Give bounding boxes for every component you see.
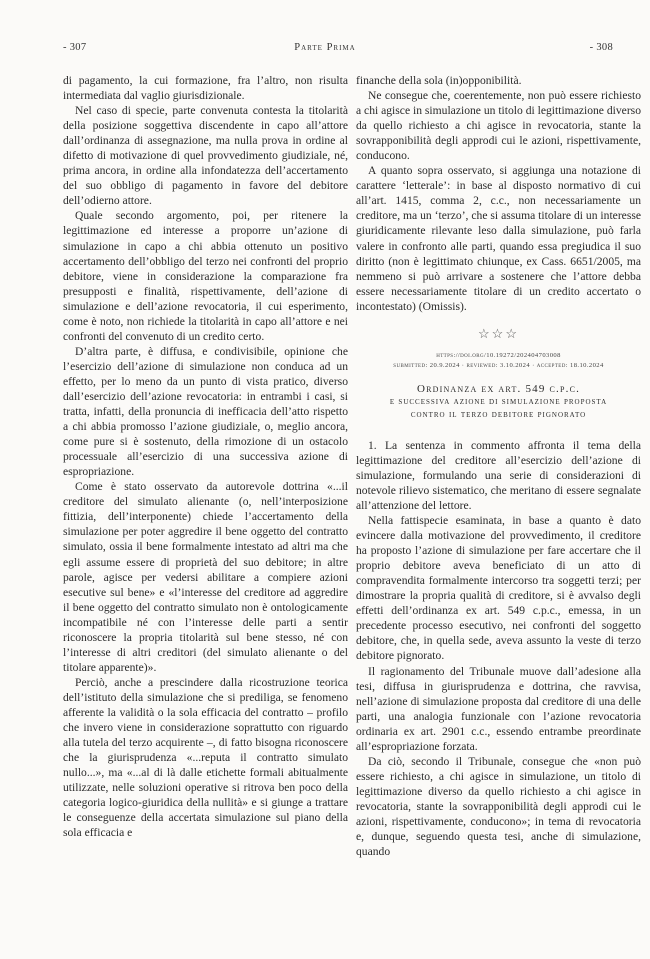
- section-subtitle: [356, 396, 641, 422]
- page-number-right: - 308: [589, 42, 613, 53]
- paragraph: di pagamento, la cui formazione, fra l’altro, non risulta intermediata dal vaglio giurisdizionale.: [63, 74, 348, 103]
- paragraph: Perciò, anche a prescindere dalla ricostruzione teorica dell’istituto della simulazione che si prediliga, se fenomeno afferente la validità o la sola efficacia del contratto – profilo che invero viene in considerazione soprattutto con riguardo alla tutela del terzo acquirente –, di fatto bisogna riconoscere che la giurisprudenza «...reputa il contratto simulato nullo...», ma «...al di là dalle etichette formali abitualmente utilizzate, nelle soluzioni operative si ritrova ben poco della categoria logico-giuridica della nullità» e si giunge a trattare le conseguenze della accertata simulazione sul piano della sola efficacia e: [63, 675, 348, 840]
- paragraph: Nel caso di specie, parte convenuta contesta la titolarità della posizione soggettiva discendente in capo all’attore dall’ordinanza di assegnazione, ma nulla prova in ordine al difetto di motivazione di quel provvedimento giudiziale, né, prima ancora, in ordine alla infondatezza dell’accertamento del suo obbligo di pagamento in favore del debitore dell’odierno attore.: [63, 104, 348, 208]
- section-title: Ordinanza ex art. 549 c.p.c.: [416, 382, 581, 395]
- paragraph: Il ragionamento del Tribunale muove dall’adesione alla tesi, diffusa in giurisprudenza e dottrina, che ravvisa, nell’azione di simulazione proposta dal creditore di una delle parti, una analogia funzionale con l’azione revocatoria ordinaria ex art. 2901 c.c., essendo entrambe preordinate all’espropriazione forzata.: [356, 664, 641, 753]
- paragraph: Da ciò, secondo il Tribunale, consegue che «non può essere richiesto, a chi agisce in simulazione, un titolo di legittimazione diverso da quello richiesto a chi agisce in revocatoria, stante la sovrapponibilità degli approdi cui le azioni, rispettivamente, conducono»; in tema di revocatoria e, dunque, seguendo questa tesi, anche di simulazione, quando: [356, 754, 641, 859]
- paragraph: Quale secondo argomento, poi, per ritenere la legittimazione ed interesse a proporre un’azione di simulazione in capo a chi abbia ottenuto un positivo accertamento dell’obbligo del terzo nei confronti del proprio debitore, viene in considerazione la comparazione fra presupposti e finalità, rispettivamente, dell’azione di simulazione e dell’azione revocatoria, il cui esperimento, come è noto, non richiede la titolarità in capo all’attore e nei confronti del convenuto di un credito certo.: [63, 209, 348, 343]
- running-header: Parte Prima: [294, 42, 356, 53]
- paragraph: A quanto sopra osservato, si aggiunga una notazione di carattere ‘letterale’: in base al disposto normativo di cui all’art. 1415, comma 2, c.c., non necessariamente un creditore, ma un ‘terzo’, che si assuma titolare di un interesse giuridicamente rilevante leso dalla simulazione, può farla valere in confronto alle parti, quando essa pregiudica il suo diritto (non è legittimato chiunque, ex Cass. 6651/2005, ma nemmeno si può arrivare a sostenere che l’attore debba essere necessariamente titolare di un credito accertato o incontestato) (Omissis).: [356, 164, 641, 313]
- section-separator-stars: ☆☆☆: [478, 325, 519, 341]
- paragraph: Ne consegue che, coerentemente, non può essere richiesto a chi agisce in simulazione un titolo di legittimazione diverso da quello richiesto a chi agisce in revocatoria, stante la sovrapponibilità degli approdi cui le azioni, rispettivamente, conducono.: [356, 89, 641, 163]
- paragraph: 1. La sentenza in commento affronta il tema della legittimazione del creditore all’esercizio dell’azione di simulazione, formulando una serie di considerazioni di notevole rilievo sistematico, che meritano di essere segnalate all’attenzione del lettore.: [356, 438, 641, 512]
- section-subtitle-line: e successiva azione di simulazione proposta: [389, 396, 608, 407]
- paragraph: Nella fattispecie esaminata, in base a quanto è dato evincere dalla motivazione del provvedimento, il creditore ha proposto l’azione di simulazione per fare accertare che il proprio debitore aveva beneficiato di un atto di compravendita formalmente intercorso tra soggetti terzi; per dimostrare la propria qualità di creditore, si è avvalso degli effetti dell’ordinanza ex art. 549 c.p.c., emessa, in un precedente processo esecutivo, nei confronti del soggetto debitore, che, in quella sede, aveva assunto la veste di terzo debitore pignorato.: [356, 514, 641, 663]
- right-column: [356, 73, 641, 859]
- submission-dates: submitted: 20.9.2024 · reviewed: 3.10.2024 · accepted: 18.10.2024: [393, 362, 604, 370]
- page-number-left: - 307: [63, 42, 87, 53]
- section-subtitle-line: contro il terzo debitore pignorato: [410, 409, 587, 420]
- doi-link[interactable]: https://doi.org/10.19272/202404703008: [436, 351, 561, 359]
- paragraph: finanche della sola (in)opponibilità.: [356, 74, 522, 87]
- paragraph: Come è stato osservato da autorevole dottrina «...il creditore del simulato alienante (o, nell’interposizione fittizia, dell’interponente) chiede l’accertamento della simulazione per poter aggredire il bene oggetto del contratto simulato, ossia il bene formalmente intestato ad altri ma che egli assume essere di proprietà del suo debitore; in altre parole, agisce per vedersi abilitare a compiere azioni esecutive sul bene» e «l’interesse del creditore ad aggredire il bene oggetto del contratto simulato non è ontologicamente incompatibile né con l’interesse delle parti a sentir riconoscere la propria titolarità sul bene stesso, né con l’interesse di altri creditori (del simulato alienante o del titolare apparente)».: [63, 480, 348, 674]
- paragraph: D’altra parte, è diffusa, e condivisibile, opinione che l’esercizio dell’azione di simulazione non conduca ad un effetto, per lo meno da un punto di vista pratico, diverso dall’esercizio dell’azione revocatoria: in entrambi i casi, si tratta, infatti, della pronuncia di inefficacia dell’atto rispetto a chi abbia promosso l’azione giudiziale, o, meglio ancora, come pure si è sostenuto, della rimozione di un ostacolo processuale all’esercizio di una successiva azione di espropriazione.: [63, 344, 348, 479]
- left-column: [63, 73, 348, 840]
